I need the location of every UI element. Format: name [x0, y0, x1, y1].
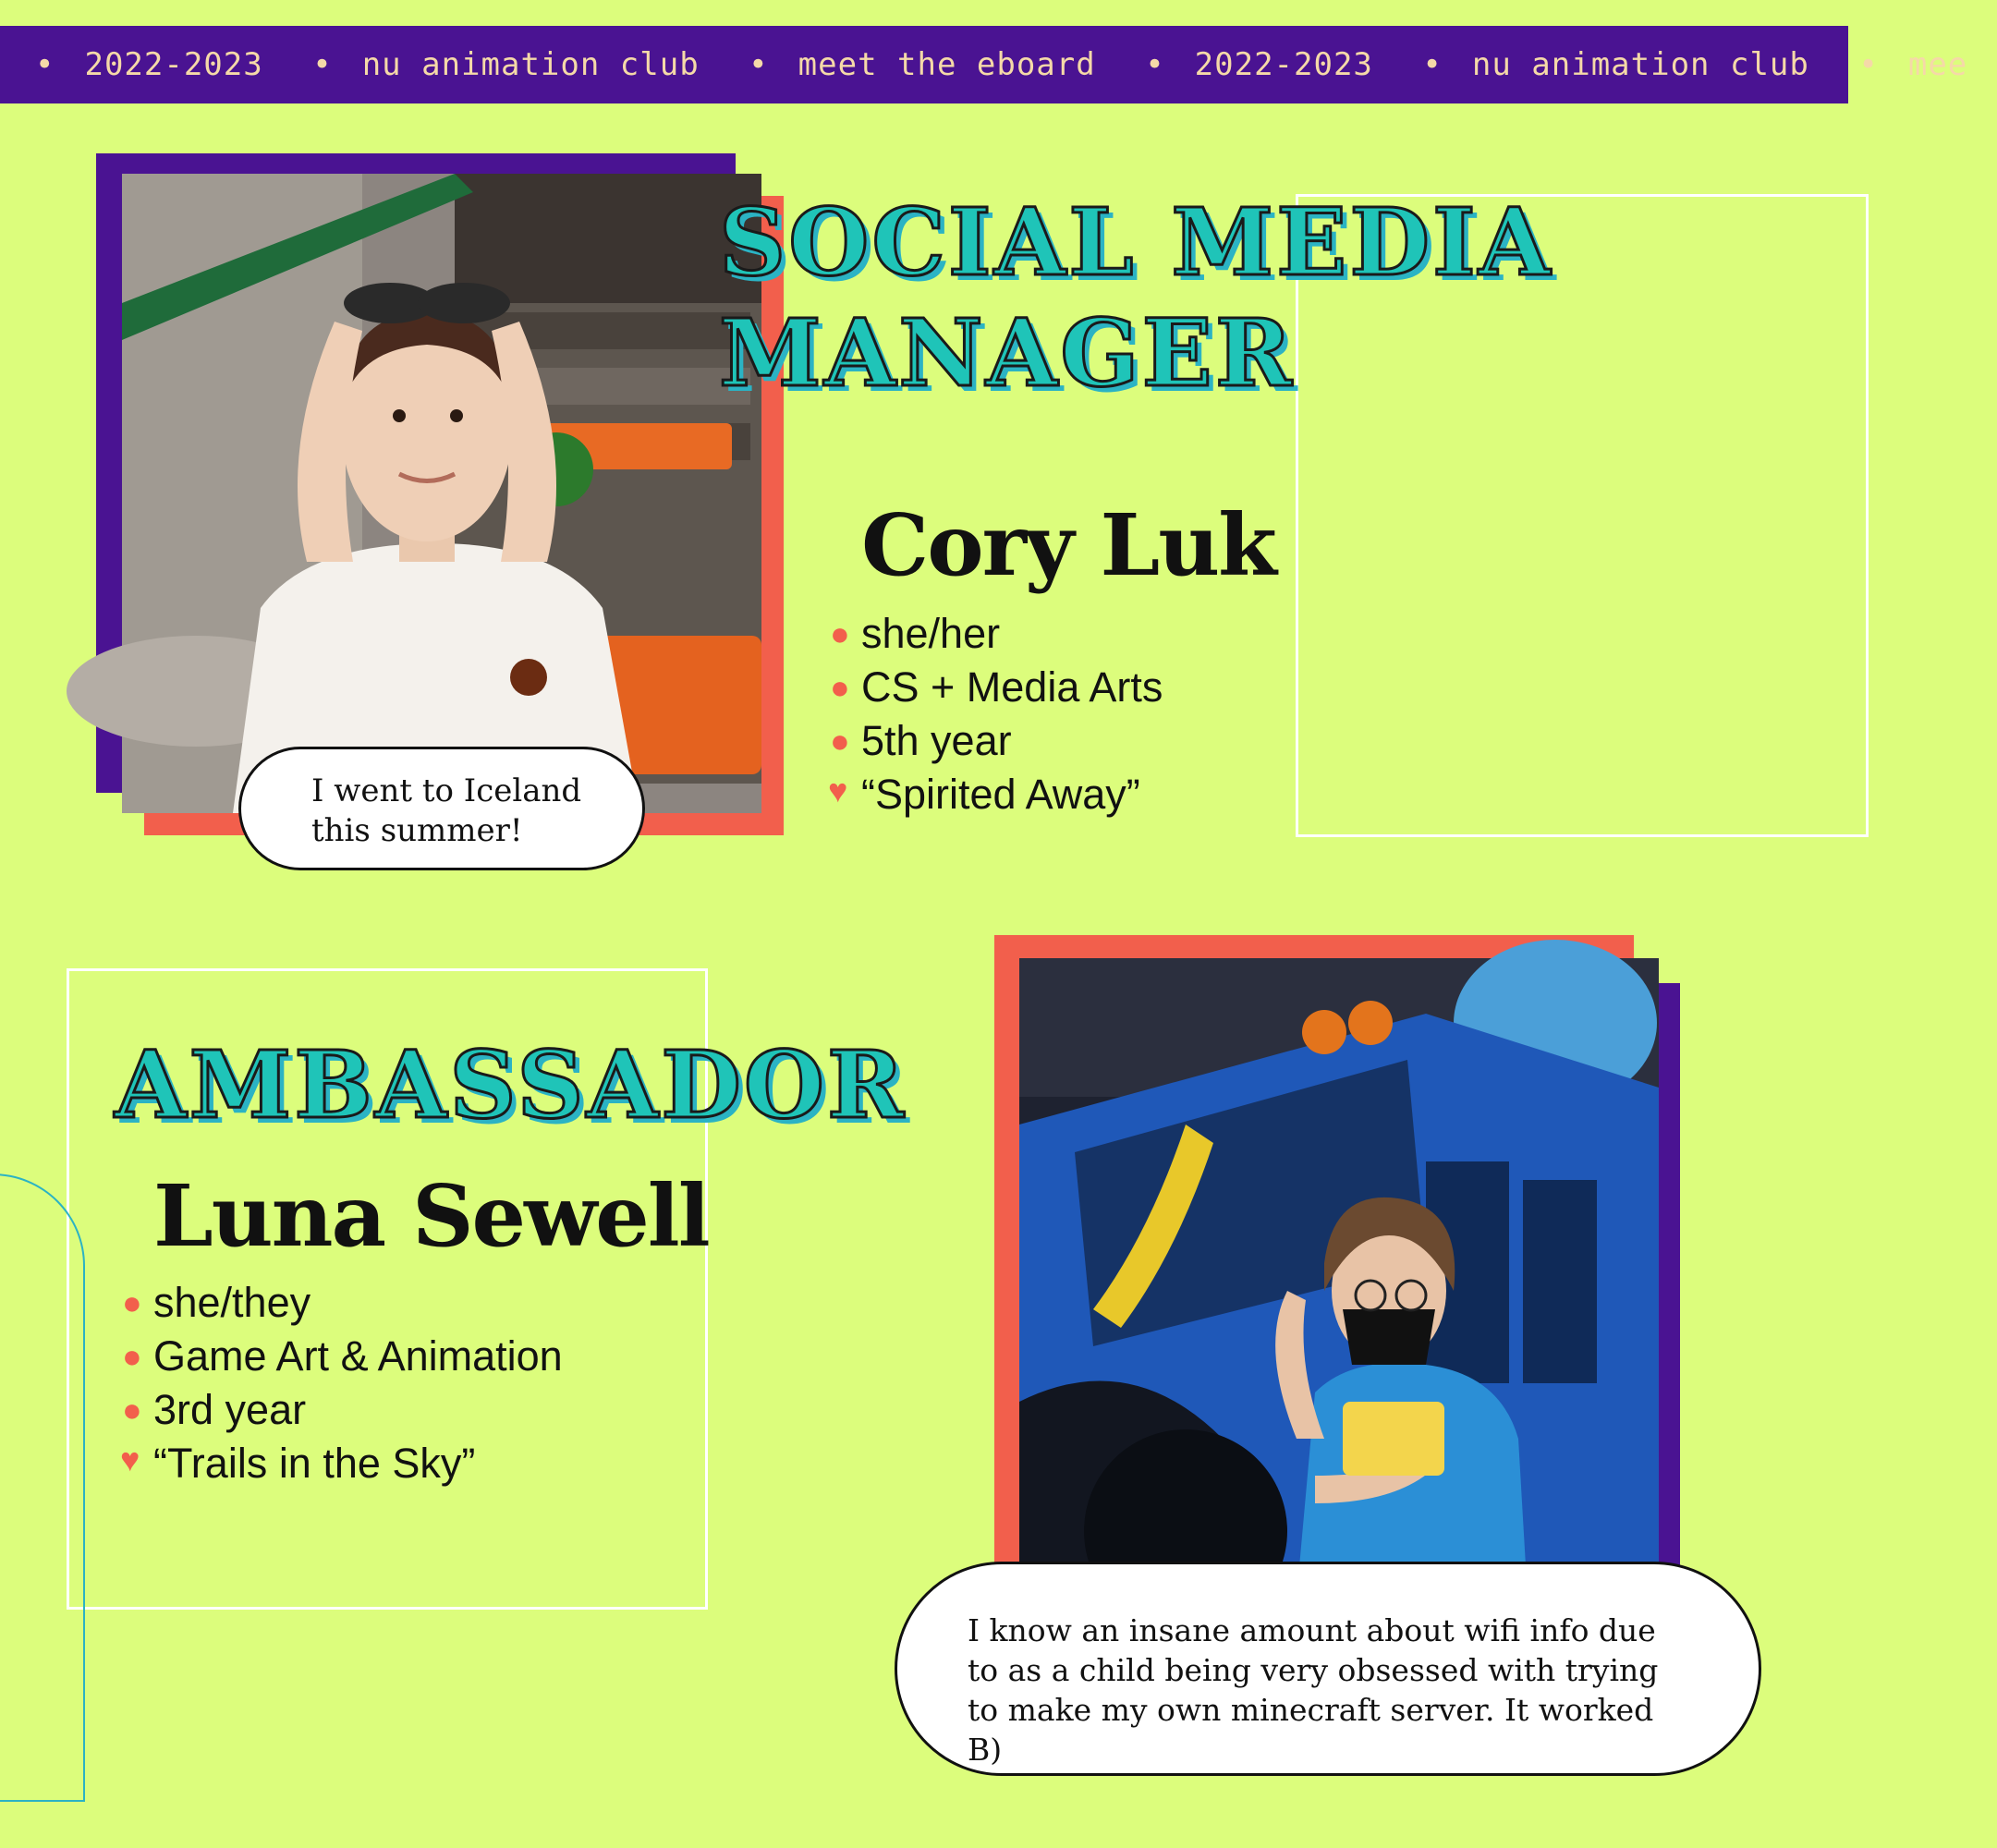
speech-bubble-cory [238, 747, 645, 870]
banner-item: 2022-2023 [1194, 46, 1373, 83]
bullet-icon: ● [122, 1391, 142, 1429]
banner-item: 2022-2023 [84, 46, 263, 83]
heart-icon: ♥ [120, 1441, 140, 1478]
fact-item [830, 607, 1163, 661]
banner-dot: • [1422, 46, 1443, 83]
role-title-line: MANAGER [719, 298, 1296, 407]
bubble-text: I went to Iceland this summer! [311, 772, 582, 849]
banner-dot: • [1145, 46, 1165, 83]
photo-illustration [122, 174, 761, 813]
favorite-text: “Trails in the Sky” [153, 1440, 476, 1487]
banner-item: meet the eboard [798, 46, 1096, 83]
favorite-text: “Spirited Away” [861, 771, 1140, 818]
member-name-cory: Cory Luk [861, 495, 1275, 595]
role-title-ambassador: AMBASSADOR [115, 1030, 907, 1139]
fact-item [830, 714, 1163, 768]
banner-item: nu animation club [361, 46, 700, 83]
banner-dot: • [1858, 46, 1879, 83]
speech-bubble-luna [895, 1562, 1761, 1776]
bullet-icon: ● [830, 668, 850, 706]
banner-item: mee [1907, 46, 1968, 83]
bullet-icon: ● [830, 722, 850, 760]
fact-text: she/her [861, 610, 1001, 657]
banner-item: nu animation club [1471, 46, 1809, 83]
banner-dot: • [749, 46, 769, 83]
bullet-icon: ● [122, 1283, 142, 1321]
member-photo-cory [122, 174, 761, 813]
banner-dot: • [35, 46, 55, 83]
fact-item [122, 1437, 563, 1490]
photo-illustration [1019, 958, 1659, 1598]
member-facts-cory [830, 607, 1163, 821]
role-title-social-media [719, 188, 1553, 407]
fact-text: Game Art & Animation [153, 1332, 563, 1380]
fact-item [122, 1276, 563, 1330]
bullet-icon: ● [830, 614, 850, 652]
decorative-arch [0, 1173, 85, 1802]
fact-text: 5th year [861, 717, 1012, 764]
member-facts-luna [122, 1276, 563, 1490]
fact-item [830, 768, 1163, 821]
fact-item [122, 1330, 563, 1383]
banner-text [35, 26, 1997, 103]
fact-text: CS + Media Arts [861, 663, 1163, 711]
heart-icon: ♥ [828, 772, 848, 809]
banner-dot: • [312, 46, 333, 83]
fact-item [830, 661, 1163, 714]
fact-text: 3rd year [153, 1386, 307, 1433]
member-name-luna: Luna Sewell [153, 1166, 709, 1266]
bullet-icon: ● [122, 1337, 142, 1375]
bubble-text: I know an insane amount about wifi info due to as a child being very obsessed with trying to make my own minecraft server. It worked B) [968, 1612, 1659, 1768]
fact-item [122, 1383, 563, 1437]
role-title-line: SOCIAL MEDIA [719, 188, 1553, 297]
top-banner [0, 26, 1968, 103]
fact-text: she/they [153, 1279, 311, 1326]
member-photo-luna [1019, 958, 1659, 1598]
